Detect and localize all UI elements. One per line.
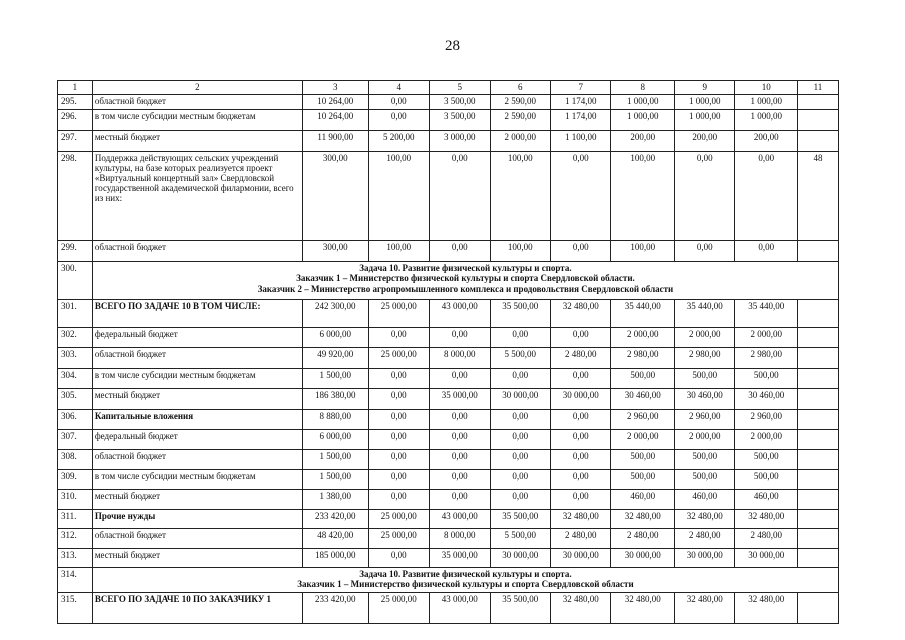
value-cell: 0,00	[368, 328, 429, 348]
value-cell: 0,00	[430, 241, 490, 262]
row-number: 304.	[58, 369, 93, 389]
value-cell: 32 480,00	[674, 593, 734, 624]
value-cell: 32 480,00	[550, 300, 610, 328]
value-cell	[797, 348, 838, 369]
column-header: 6	[490, 81, 550, 95]
value-cell: 25 000,00	[368, 300, 429, 328]
value-cell: 300,00	[302, 241, 368, 262]
table-row	[58, 389, 839, 410]
value-cell: 185 000,00	[302, 549, 368, 568]
row-number: 305.	[58, 389, 93, 410]
value-cell: 25 000,00	[368, 510, 429, 529]
value-cell: 460,00	[735, 490, 798, 510]
value-cell: 1 000,00	[674, 110, 734, 131]
value-cell: 233 420,00	[302, 510, 368, 529]
row-number: 309.	[58, 470, 93, 490]
row-label: Поддержка действующих сельских учреждений культуры, на базе которых реализуется проект «Виртуальный концертный зал» Свердловской государственной академической филармонии, всего из них:	[92, 152, 302, 241]
value-cell: 35 000,00	[430, 549, 490, 568]
value-cell: 0,00	[430, 450, 490, 470]
value-cell: 25 000,00	[368, 348, 429, 369]
row-number: 303.	[58, 348, 93, 369]
value-cell: 2 480,00	[611, 529, 675, 549]
row-number: 307.	[58, 430, 93, 450]
value-cell: 0,00	[674, 152, 734, 241]
value-cell: 49 920,00	[302, 348, 368, 369]
value-cell: 0,00	[490, 369, 550, 389]
value-cell: 0,00	[550, 152, 610, 241]
value-cell: 30 460,00	[735, 389, 798, 410]
row-number: 312.	[58, 529, 93, 549]
row-label: ВСЕГО ПО ЗАДАЧЕ 10 ПО ЗАКАЗЧИКУ 1	[92, 593, 302, 624]
value-cell: 0,00	[368, 410, 429, 430]
row-number: 296.	[58, 110, 93, 131]
value-cell: 100,00	[490, 241, 550, 262]
value-cell: 0,00	[550, 241, 610, 262]
row-label: областной бюджет	[92, 241, 302, 262]
section-heading	[92, 262, 838, 300]
section-heading-line: Задача 10. Развитие физической культуры и спорта.	[359, 263, 572, 273]
value-cell: 0,00	[368, 110, 429, 131]
value-cell	[797, 430, 838, 450]
table-row	[58, 510, 839, 529]
row-number: 302.	[58, 328, 93, 348]
value-cell: 100,00	[368, 241, 429, 262]
value-cell	[797, 410, 838, 430]
value-cell: 1 500,00	[302, 470, 368, 490]
value-cell: 0,00	[490, 430, 550, 450]
value-cell: 0,00	[368, 470, 429, 490]
column-header: 4	[368, 81, 429, 95]
value-cell: 6 000,00	[302, 328, 368, 348]
value-cell: 0,00	[490, 328, 550, 348]
row-number: 313.	[58, 549, 93, 568]
value-cell: 500,00	[611, 470, 675, 490]
value-cell	[797, 450, 838, 470]
value-cell: 460,00	[611, 490, 675, 510]
value-cell: 32 480,00	[550, 593, 610, 624]
value-cell: 242 300,00	[302, 300, 368, 328]
row-number: 297.	[58, 131, 93, 152]
value-cell	[797, 389, 838, 410]
value-cell	[797, 95, 838, 110]
value-cell: 30 000,00	[490, 549, 550, 568]
value-cell: 35 000,00	[430, 389, 490, 410]
value-cell: 10 264,00	[302, 95, 368, 110]
value-cell: 30 460,00	[674, 389, 734, 410]
value-cell: 0,00	[430, 410, 490, 430]
value-cell	[797, 369, 838, 389]
value-cell: 2 000,00	[611, 328, 675, 348]
value-cell: 500,00	[674, 470, 734, 490]
row-label: местный бюджет	[92, 549, 302, 568]
table-row	[58, 529, 839, 549]
table-row	[58, 241, 839, 262]
row-number: 299.	[58, 241, 93, 262]
value-cell: 2 960,00	[735, 410, 798, 430]
section-heading-line: Задача 10. Развитие физической культуры и спорта.	[359, 569, 572, 579]
value-cell: 30 460,00	[611, 389, 675, 410]
value-cell: 1 000,00	[611, 110, 675, 131]
value-cell: 32 480,00	[735, 510, 798, 529]
value-cell: 0,00	[430, 152, 490, 241]
value-cell: 35 440,00	[674, 300, 734, 328]
table-row	[58, 490, 839, 510]
table-body	[58, 81, 839, 624]
value-cell: 100,00	[368, 152, 429, 241]
value-cell: 30 000,00	[611, 549, 675, 568]
value-cell: 2 960,00	[674, 410, 734, 430]
value-cell: 500,00	[674, 369, 734, 389]
value-cell: 35 500,00	[490, 593, 550, 624]
value-cell: 500,00	[735, 450, 798, 470]
table-row	[58, 262, 839, 300]
value-cell: 0,00	[490, 490, 550, 510]
value-cell: 500,00	[674, 450, 734, 470]
value-cell: 0,00	[368, 430, 429, 450]
value-cell: 500,00	[735, 470, 798, 490]
value-cell: 1 500,00	[302, 450, 368, 470]
value-cell: 35 500,00	[490, 300, 550, 328]
section-heading	[92, 568, 838, 593]
value-cell: 0,00	[550, 369, 610, 389]
value-cell: 48 420,00	[302, 529, 368, 549]
row-number: 315.	[58, 593, 93, 624]
value-cell	[797, 110, 838, 131]
value-cell: 0,00	[430, 430, 490, 450]
value-cell: 0,00	[490, 410, 550, 430]
table-row	[58, 593, 839, 624]
section-heading-line: Заказчик 2 – Министерство агропромышленного комплекса и продовольствия Свердловской области	[257, 283, 674, 294]
value-cell: 0,00	[368, 450, 429, 470]
value-cell: 43 000,00	[430, 510, 490, 529]
row-label: местный бюджет	[92, 131, 302, 152]
row-number: 295.	[58, 95, 93, 110]
value-cell: 300,00	[302, 152, 368, 241]
value-cell: 0,00	[550, 450, 610, 470]
value-cell: 0,00	[368, 490, 429, 510]
value-cell	[797, 593, 838, 624]
row-label: областной бюджет	[92, 348, 302, 369]
value-cell: 200,00	[611, 131, 675, 152]
row-label: местный бюджет	[92, 389, 302, 410]
value-cell: 0,00	[735, 152, 798, 241]
table-row	[58, 300, 839, 328]
table-header-row	[58, 81, 839, 95]
value-cell: 32 480,00	[674, 510, 734, 529]
column-header: 1	[58, 81, 93, 95]
value-cell: 8 000,00	[430, 529, 490, 549]
value-cell: 2 960,00	[611, 410, 675, 430]
value-cell: 0,00	[550, 328, 610, 348]
value-cell	[797, 241, 838, 262]
value-cell: 500,00	[611, 369, 675, 389]
row-number: 301.	[58, 300, 93, 328]
value-cell: 0,00	[490, 450, 550, 470]
value-cell: 500,00	[611, 450, 675, 470]
value-cell: 32 480,00	[550, 510, 610, 529]
value-cell: 460,00	[674, 490, 734, 510]
value-cell: 43 000,00	[430, 593, 490, 624]
row-label: в том числе субсидии местным бюджетам	[92, 110, 302, 131]
value-cell: 32 480,00	[735, 593, 798, 624]
value-cell: 2 000,00	[674, 430, 734, 450]
value-cell: 30 000,00	[490, 389, 550, 410]
value-cell: 0,00	[430, 369, 490, 389]
column-header: 9	[674, 81, 734, 95]
value-cell: 6 000,00	[302, 430, 368, 450]
table-row	[58, 430, 839, 450]
page-number: 28	[445, 38, 460, 54]
value-cell: 1 174,00	[550, 110, 610, 131]
value-cell: 5 500,00	[490, 348, 550, 369]
table-row	[58, 410, 839, 430]
value-cell	[797, 529, 838, 549]
value-cell: 1 000,00	[735, 95, 798, 110]
value-cell	[797, 549, 838, 568]
value-cell: 25 000,00	[368, 593, 429, 624]
value-cell: 8 880,00	[302, 410, 368, 430]
value-cell	[797, 131, 838, 152]
value-cell: 100,00	[611, 241, 675, 262]
column-header: 10	[735, 81, 798, 95]
row-label: местный бюджет	[92, 490, 302, 510]
row-label: областной бюджет	[92, 529, 302, 549]
value-cell: 11 900,00	[302, 131, 368, 152]
row-label: в том числе субсидии местным бюджетам	[92, 369, 302, 389]
value-cell: 25 000,00	[368, 529, 429, 549]
value-cell: 2 590,00	[490, 110, 550, 131]
row-number: 306.	[58, 410, 93, 430]
row-label: федеральный бюджет	[92, 430, 302, 450]
value-cell: 35 500,00	[490, 510, 550, 529]
row-label: федеральный бюджет	[92, 328, 302, 348]
table-row	[58, 131, 839, 152]
table-row	[58, 568, 839, 593]
value-cell: 30 000,00	[735, 549, 798, 568]
value-cell: 2 480,00	[550, 348, 610, 369]
value-cell: 35 440,00	[735, 300, 798, 328]
table-row	[58, 549, 839, 568]
row-number: 298.	[58, 152, 93, 241]
value-cell: 0,00	[430, 470, 490, 490]
value-cell: 35 440,00	[611, 300, 675, 328]
value-cell: 5 200,00	[368, 131, 429, 152]
value-cell: 3 500,00	[430, 110, 490, 131]
value-cell: 2 000,00	[735, 430, 798, 450]
value-cell: 0,00	[368, 389, 429, 410]
value-cell: 1 000,00	[611, 95, 675, 110]
value-cell: 1 100,00	[550, 131, 610, 152]
section-heading-line: Заказчик 1 – Министерство физической культуры и спорта Свердловской области	[297, 579, 634, 590]
column-header: 11	[797, 81, 838, 95]
column-header: 2	[92, 81, 302, 95]
value-cell: 2 000,00	[611, 430, 675, 450]
row-number: 311.	[58, 510, 93, 529]
column-header: 3	[302, 81, 368, 95]
value-cell: 2 980,00	[611, 348, 675, 369]
value-cell: 3 000,00	[430, 131, 490, 152]
table-row	[58, 450, 839, 470]
value-cell	[797, 328, 838, 348]
value-cell: 48	[797, 152, 838, 241]
value-cell: 30 000,00	[550, 389, 610, 410]
row-label: областной бюджет	[92, 450, 302, 470]
value-cell: 2 980,00	[674, 348, 734, 369]
section-heading-line: Заказчик 1 – Министерство физической культуры и спорта Свердловской области.	[296, 273, 635, 284]
row-label: областной бюджет	[92, 95, 302, 110]
value-cell: 0,00	[550, 470, 610, 490]
value-cell: 2 000,00	[674, 328, 734, 348]
value-cell: 8 000,00	[430, 348, 490, 369]
row-label: Капитальные вложения	[92, 410, 302, 430]
value-cell: 200,00	[674, 131, 734, 152]
value-cell: 0,00	[735, 241, 798, 262]
value-cell: 0,00	[430, 328, 490, 348]
row-number: 300.	[58, 262, 93, 300]
row-number: 310.	[58, 490, 93, 510]
column-header: 5	[430, 81, 490, 95]
value-cell: 2 480,00	[674, 529, 734, 549]
value-cell: 100,00	[490, 152, 550, 241]
value-cell: 0,00	[550, 430, 610, 450]
value-cell: 0,00	[368, 549, 429, 568]
value-cell: 1 380,00	[302, 490, 368, 510]
value-cell: 3 500,00	[430, 95, 490, 110]
value-cell: 10 264,00	[302, 110, 368, 131]
value-cell: 0,00	[674, 241, 734, 262]
table-row	[58, 328, 839, 348]
value-cell: 1 174,00	[550, 95, 610, 110]
value-cell: 233 420,00	[302, 593, 368, 624]
column-header: 7	[550, 81, 610, 95]
value-cell: 5 500,00	[490, 529, 550, 549]
value-cell: 30 000,00	[550, 549, 610, 568]
table-row	[58, 110, 839, 131]
value-cell: 1 000,00	[674, 95, 734, 110]
value-cell: 32 480,00	[611, 510, 675, 529]
value-cell: 186 380,00	[302, 389, 368, 410]
table-row	[58, 470, 839, 490]
row-label: Прочие нужды	[92, 510, 302, 529]
value-cell: 0,00	[550, 490, 610, 510]
value-cell	[797, 510, 838, 529]
value-cell: 2 480,00	[735, 529, 798, 549]
value-cell: 2 590,00	[490, 95, 550, 110]
value-cell: 0,00	[490, 470, 550, 490]
value-cell: 32 480,00	[611, 593, 675, 624]
table-row	[58, 95, 839, 110]
row-label: в том числе субсидии местным бюджетам	[92, 470, 302, 490]
value-cell	[797, 470, 838, 490]
value-cell: 1 000,00	[735, 110, 798, 131]
value-cell	[797, 300, 838, 328]
value-cell: 0,00	[430, 490, 490, 510]
value-cell	[797, 490, 838, 510]
value-cell: 2 480,00	[550, 529, 610, 549]
value-cell: 0,00	[368, 95, 429, 110]
table-row	[58, 152, 839, 241]
table-row	[58, 369, 839, 389]
row-label: ВСЕГО ПО ЗАДАЧЕ 10 В ТОМ ЧИСЛЕ:	[92, 300, 302, 328]
value-cell: 43 000,00	[430, 300, 490, 328]
row-number: 308.	[58, 450, 93, 470]
value-cell: 0,00	[368, 369, 429, 389]
value-cell: 2 980,00	[735, 348, 798, 369]
row-number: 314.	[58, 568, 93, 593]
value-cell: 200,00	[735, 131, 798, 152]
value-cell: 0,00	[550, 410, 610, 430]
table-row	[58, 348, 839, 369]
value-cell: 100,00	[611, 152, 675, 241]
value-cell: 2 000,00	[490, 131, 550, 152]
value-cell: 30 000,00	[674, 549, 734, 568]
budget-table	[57, 80, 839, 624]
column-header: 8	[611, 81, 675, 95]
value-cell: 2 000,00	[735, 328, 798, 348]
value-cell: 1 500,00	[302, 369, 368, 389]
value-cell: 500,00	[735, 369, 798, 389]
